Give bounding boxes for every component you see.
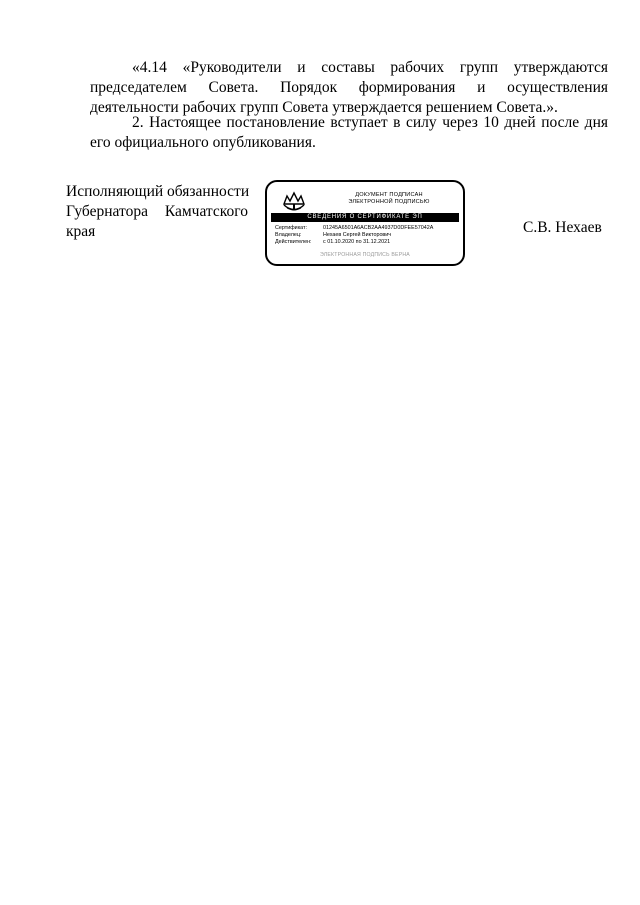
valid-value: с 01.10.2020 по 31.12.2021 <box>323 239 391 246</box>
valid-label: Действителен: <box>275 239 312 246</box>
paragraph-effective-date: 2. Настоящее постановление вступает в силу через 10 дней после дня его официального опубликования. <box>90 114 608 151</box>
owner-label: Владелец: <box>275 232 302 239</box>
stamp-title-line-2: ЭЛЕКТРОННОЙ ПОДПИСЬЮ <box>348 199 430 205</box>
signer-position-line-2: Губернатора Камчатского <box>66 203 248 220</box>
stamp-details <box>275 225 433 247</box>
electronic-signature-stamp <box>265 180 465 266</box>
stamp-row-validity <box>275 239 433 246</box>
certificate-label: Сертификат: <box>275 225 308 231</box>
stamp-certificate-header: СВЕДЕНИЯ О СЕРТИФИКАТЕ ЭП <box>271 213 459 222</box>
signer-position-line-3: края <box>66 223 96 240</box>
signer-position <box>66 182 248 242</box>
stamp-verified-footer: ЭЛЕКТРОННАЯ ПОДПИСЬ ВЕРНА <box>320 252 410 258</box>
certificate-value: 01245A6501A6ACB2AA4937D0DFEE57042A <box>323 225 434 231</box>
stamp-title-line-1: ДОКУМЕНТ ПОДПИСАН <box>355 192 423 198</box>
signer-position-line-1: Исполняющий обязанности <box>66 183 250 200</box>
stamp-title <box>319 192 459 206</box>
signer-name: С.В. Нехаев <box>523 219 602 236</box>
paragraph-clause-4-14: «4.14 «Руководители и составы рабочих групп утверждаются председателем Совета. Порядок формирования и осуществления деятельности рабочих групп Совета утверждается решением Совета.». <box>90 59 608 116</box>
owner-value: Нехаев Сергей Викторович <box>323 232 392 239</box>
